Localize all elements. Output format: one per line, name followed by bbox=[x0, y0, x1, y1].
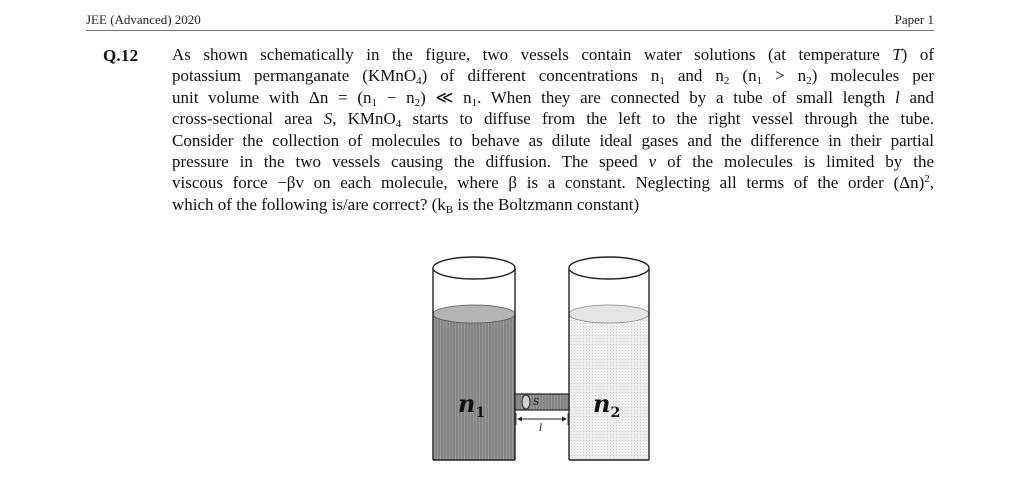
right-vessel bbox=[569, 257, 649, 460]
header-rule bbox=[86, 30, 934, 31]
right-solution-surface bbox=[569, 305, 649, 323]
paper-number: Paper 1 bbox=[894, 12, 934, 27]
question-line: As shown schematically in the figure, two vessels contain water solutions (at temperature T) of bbox=[172, 45, 935, 64]
right-concentration-label: $n_2$ bbox=[593, 389, 621, 421]
question-line: unit volume with $\Delta n = (n_1 - n_2)$ ≪ $n_1$. When they are connected by a tube of small length l and bbox=[172, 87, 935, 109]
question-line: potassium permanganate (KMnO$_4$) of different concentrations $n_1$ and $n_2$ $(n_1 > n_2)$ molecules per bbox=[172, 66, 934, 88]
right-vessel-rim bbox=[569, 257, 649, 279]
left-vessel-rim bbox=[433, 257, 515, 279]
question-line: pressure in the two vessels causing the diffusion. The speed v of the molecules is limited by the bbox=[172, 152, 934, 172]
question-number: Q.12 bbox=[103, 46, 139, 65]
tube-cross-section bbox=[522, 395, 530, 409]
right-solution bbox=[569, 314, 649, 460]
tube-length-label: l bbox=[539, 423, 543, 434]
connecting-tube bbox=[515, 394, 569, 410]
question-line: Consider the collection of molecules to behave as dilute ideal gases and the difference in their partial bbox=[172, 130, 934, 150]
left-solution bbox=[433, 314, 515, 460]
page-header bbox=[86, 10, 934, 30]
question-text bbox=[172, 44, 934, 215]
tube-area-label: S bbox=[533, 398, 540, 408]
question-line: viscous force −βv on each molecule, where β is a constant. Neglecting all terms of the order $(\Delta n)^2$, bbox=[172, 173, 934, 193]
left-vessel bbox=[433, 257, 515, 460]
tube-length-indicator bbox=[516, 413, 568, 434]
left-solution-surface bbox=[433, 305, 515, 323]
question-line: which of the following is/are correct? ($k_B$ is the Boltzmann constant) bbox=[172, 194, 640, 216]
left-concentration-label: $n_1$ bbox=[458, 389, 486, 421]
exam-title: JEE (Advanced) 2020 bbox=[86, 12, 201, 27]
vessels-figure bbox=[420, 250, 660, 480]
question-line: cross-sectional area S, KMnO$_4$ starts to diffuse from the left to the right vessel through the tube. bbox=[172, 109, 934, 131]
